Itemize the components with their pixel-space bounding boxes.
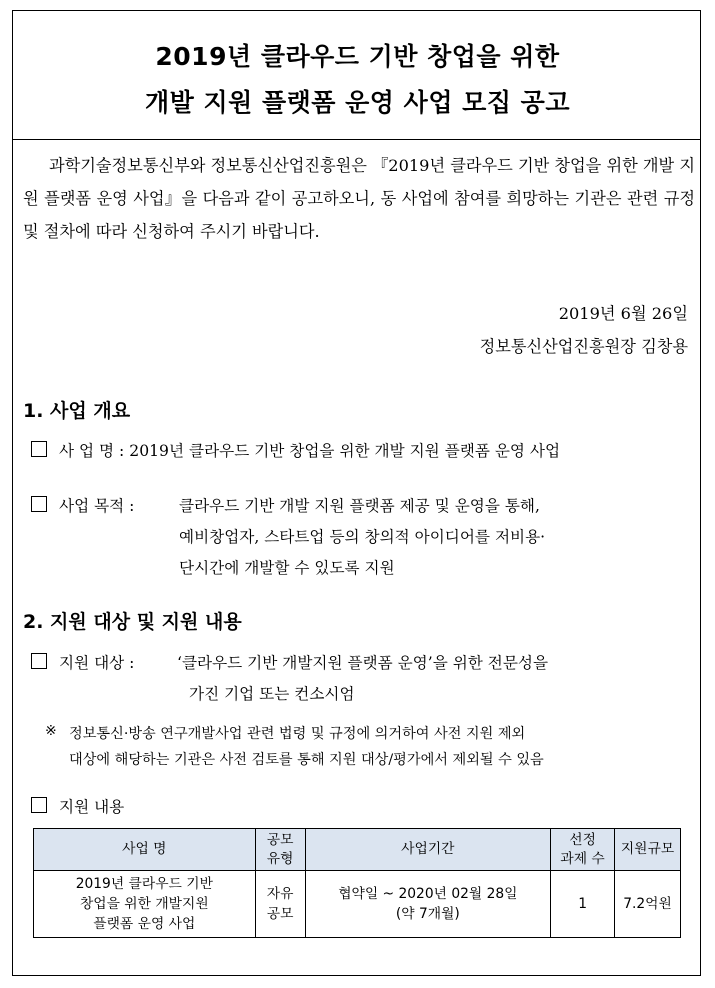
checkbox-square-icon	[31, 496, 47, 512]
intro-paragraph: 과학기술정보통신부와 정보통신산업진흥원은 『2019년 클라우드 기반 창업을 위한 개발 지원 플랫폼 운영 사업』을 다음과 같이 공고하오니, 동 사업에 참여를 희망하는 기관은 관련 규정 및 절차에 따라 신청하여 주시기 바랍니다.	[23, 156, 695, 241]
table-header-row	[34, 829, 681, 871]
purpose-line-2: 예비창업자, 스타트업 등의 창의적 아이디어를 저비용·	[179, 528, 546, 546]
checkbox-square-icon	[31, 441, 47, 457]
header-budget: 지원규모	[615, 829, 681, 871]
project-purpose-label: 사업 목적 :	[59, 497, 135, 515]
support-target-item	[31, 651, 134, 673]
section-2-heading: 2. 지원 대상 및 지원 내용	[23, 611, 242, 633]
cell-period: 협약일 ~ 2020년 02월 28일 (약 7개월)	[305, 871, 551, 938]
note-mark: ※	[45, 723, 57, 739]
header-count-text: 선정 과제 수	[560, 831, 605, 867]
notice-date: 2019년 6월 26일	[558, 304, 688, 323]
support-target-label: 지원 대상 :	[59, 654, 135, 672]
support-content-label: 지원 내용	[59, 798, 125, 816]
cell-type: 자유 공모	[255, 871, 305, 938]
title-divider	[13, 139, 700, 140]
project-name-item	[31, 439, 560, 461]
header-type-text: 공모 유형	[266, 831, 294, 867]
checkbox-square-icon	[31, 653, 47, 669]
checkbox-square-icon	[31, 797, 47, 813]
project-purpose-item	[31, 494, 134, 516]
header-period: 사업기간	[305, 829, 551, 871]
cell-count: 1	[551, 871, 615, 938]
header-project-name: 사업 명	[34, 829, 256, 871]
table-row	[34, 871, 681, 938]
target-line-2: 가진 기업 또는 컨소시엄	[189, 685, 355, 703]
note-line-1: 정보통신·방송 연구개발사업 관련 법령 및 규정에 의거하여 사전 지원 제외	[69, 726, 526, 742]
header-type	[255, 829, 305, 871]
note-line-2: 대상에 해당하는 기관은 사전 검토를 통해 지원 대상/평가에서 제외될 수 있음	[69, 752, 544, 768]
title-line-2: 개발 지원 플랫폼 운영 사업 모집 공고	[145, 88, 570, 117]
notice-signer: 정보통신산업진흥원장 김창용	[479, 337, 688, 356]
cell-project-name: 2019년 클라우드 기반 창업을 위한 개발지원 플랫폼 운영 사업	[34, 871, 256, 938]
target-line-1: ‘클라우드 기반 개발지원 플랫폼 운영’을 위한 전문성을	[177, 654, 549, 672]
support-table	[33, 828, 681, 938]
section-1-heading: 1. 사업 개요	[23, 400, 131, 422]
cell-budget: 7.2억원	[615, 871, 681, 938]
purpose-line-1: 클라우드 기반 개발 지원 플랫폼 제공 및 운영을 통해,	[179, 497, 540, 515]
purpose-line-3: 단시간에 개발할 수 있도록 지원	[179, 559, 395, 577]
project-name-label: 사 업 명 :	[59, 442, 125, 460]
support-content-item	[31, 795, 124, 817]
notice-frame	[12, 10, 701, 976]
title-line-1: 2019년 클라우드 기반 창업을 위한	[155, 42, 560, 71]
header-count	[551, 829, 615, 871]
project-name-value: 2019년 클라우드 기반 창업을 위한 개발 지원 플랫폼 운영 사업	[129, 442, 561, 460]
